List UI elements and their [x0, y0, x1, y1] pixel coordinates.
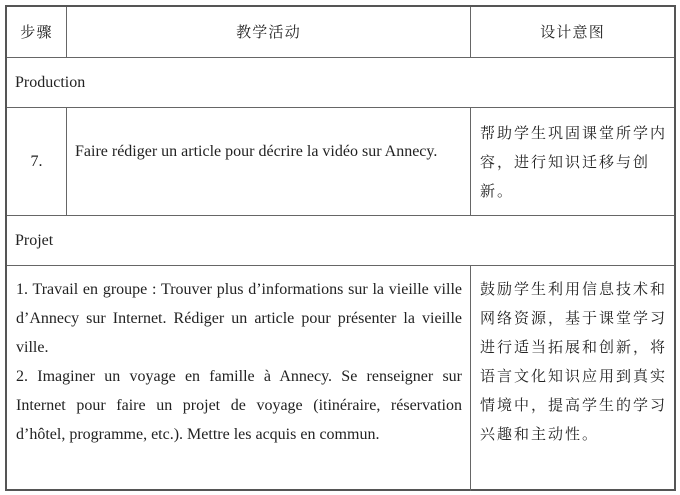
projet-activity-2: 2. Imaginer un voyage en famille à Annecy. Se renseigner sur Internet pour faire un projet de voyage (itinéraire, réservation d’hôtel, programme, etc.). Mettre les acquis en commun. [16, 368, 462, 443]
projet-activity-1: 1. Travail en groupe : Trouver plus d’informations sur la vieille ville d’Annecy sur Internet. Rédiger un article pour présenter la vieille ville. [16, 281, 462, 356]
projet-activities [16, 275, 462, 449]
section-projet: Projet [15, 232, 54, 249]
lesson-plan-table [5, 5, 676, 491]
projet-design-intent: 鼓励学生利用信息技术和网络资源，基于课堂学习进行适当拓展和创新，将语言文化知识应用到真实情境中，提高学生的学习兴趣和主动性。 [480, 280, 668, 443]
activity-description: Faire rédiger un article pour décrire la vidéo sur Annecy. [75, 143, 438, 160]
header-activity: 教学活动 [236, 22, 301, 41]
section-production: Production [15, 74, 86, 91]
design-intent: 帮助学生巩固课堂所学内容，进行知识迁移与创新。 [480, 124, 668, 200]
column-divider [66, 107, 67, 215]
header-intent: 设计意图 [540, 22, 605, 41]
column-divider [470, 265, 471, 491]
header-step: 步骤 [20, 22, 53, 41]
row-divider [7, 107, 674, 108]
column-divider [470, 107, 471, 215]
row-divider [7, 265, 674, 266]
step-number: 7. [30, 153, 43, 170]
